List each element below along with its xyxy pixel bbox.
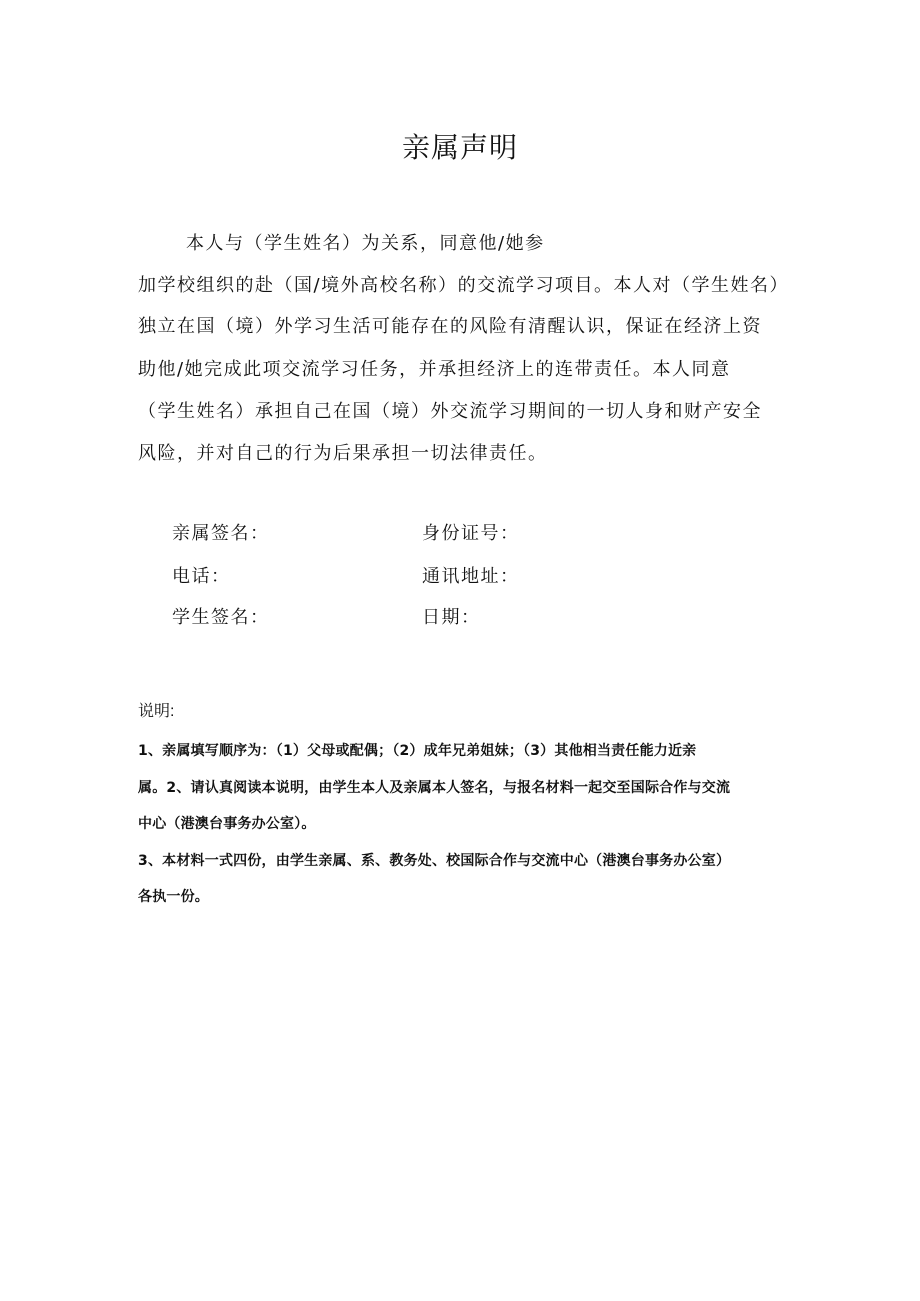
phone-label: 电话： <box>172 566 231 587</box>
relative-signature-label: 亲属签名： <box>172 523 270 544</box>
student-signature-label: 学生签名： <box>172 607 270 628</box>
statement-line: 本人与（学生姓名）为关系，同意他/她参 <box>186 233 545 254</box>
note-line: 属。2、请认真阅读本说明，由学生本人及亲属本人签名，与报名材料一起交至国际合作与交流 <box>138 780 731 796</box>
statement-line: 加学校组织的赴（国/境外高校名称）的交流学习项目。本人对（学生姓名） <box>138 275 790 296</box>
note-line: 1、亲属填写顺序为：（1）父母或配偶；（2）成年兄弟姐妹；（3）其他相当责任能力近亲 <box>138 743 697 759</box>
date-label: 日期： <box>422 607 481 628</box>
statement-line: 助他/她完成此项交流学习任务，并承担经济上的连带责任。本人同意 <box>138 359 731 380</box>
id-number-label: 身份证号： <box>422 523 520 544</box>
statement-line: 风险，并对自己的行为后果承担一切法律责任。 <box>138 443 548 464</box>
page-title: 亲属声明 <box>401 131 518 164</box>
statement-line: 独立在国（境）外学习生活可能存在的风险有清醒认识，保证在经济上资 <box>138 316 762 337</box>
note-line: 3、本材料一式四份，由学生亲属、系、教务处、校国际合作与交流中心（港澳台事务办公室） <box>138 853 731 869</box>
statement-line: （学生姓名）承担自己在国（境）外交流学习期间的一切人身和财产安全 <box>138 401 762 422</box>
address-label: 通讯地址： <box>422 566 520 587</box>
note-line: 各执一份。 <box>138 889 209 905</box>
note-line: 中心（港澳台事务办公室）。 <box>138 816 316 832</box>
notes-heading: 说明: <box>138 703 175 720</box>
